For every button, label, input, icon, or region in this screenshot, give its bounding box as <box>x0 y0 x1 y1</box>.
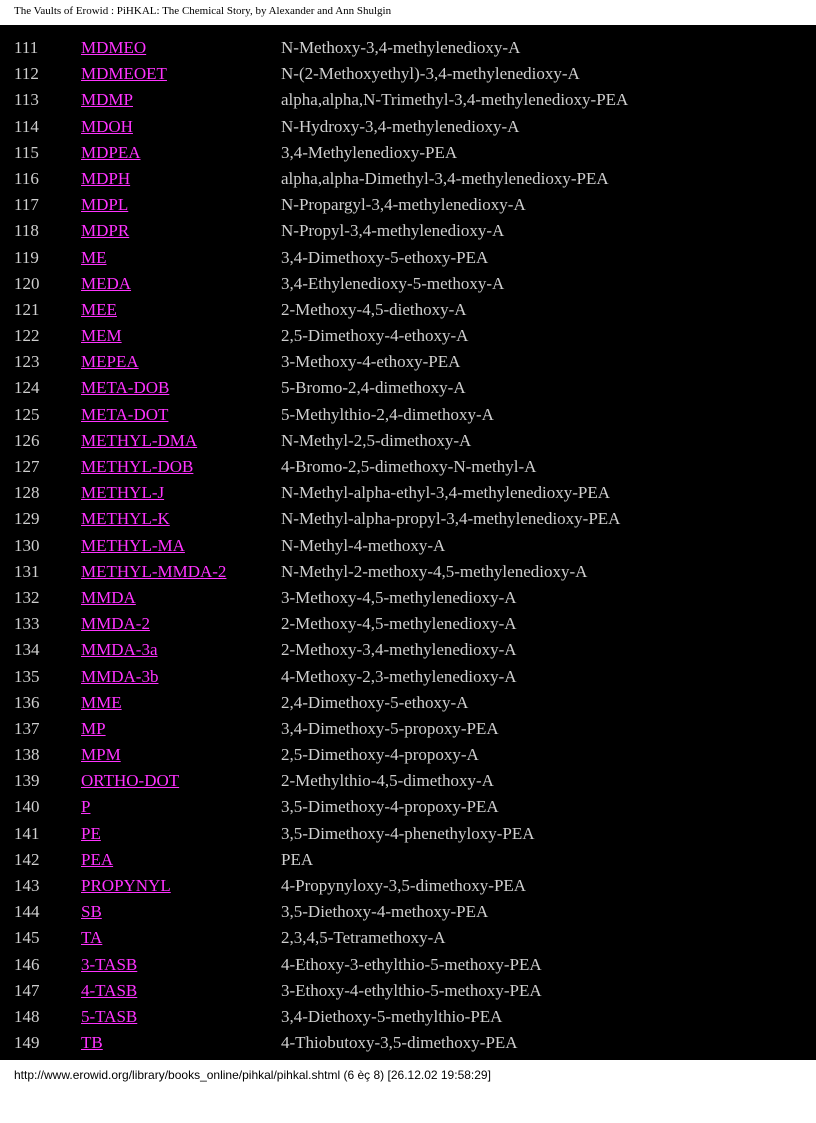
compound-description: PEA <box>281 849 314 869</box>
compound-description: 5-Bromo-2,4-dimethoxy-A <box>281 378 466 398</box>
compound-link[interactable]: TB <box>81 1033 103 1053</box>
entry-number: 136 <box>14 692 40 712</box>
entry-number: 149 <box>14 1033 40 1053</box>
list-item <box>0 1004 816 1030</box>
compound-link[interactable]: 4-TASB <box>81 980 138 1000</box>
list-item <box>0 402 816 428</box>
compound-description: 4-Thiobutoxy-3,5-dimethoxy-PEA <box>281 1033 518 1053</box>
list-item <box>0 140 816 166</box>
compound-link[interactable]: MMDA <box>81 587 136 607</box>
compound-description: N-Methyl-alpha-ethyl-3,4-methylenedioxy-PEA <box>281 483 611 503</box>
compound-description: N-Propargyl-3,4-methylenedioxy-A <box>281 195 526 215</box>
entry-number: 127 <box>14 457 40 476</box>
compound-link[interactable]: MDOH <box>81 116 133 136</box>
compound-link[interactable]: MEE <box>81 299 117 319</box>
entry-number: 128 <box>14 483 40 503</box>
list-item <box>0 218 816 244</box>
entry-number: 126 <box>14 430 40 450</box>
entry-number: 118 <box>14 221 39 241</box>
compound-description: N-(2-Methoxyethyl)-3,4-methylenedioxy-A <box>281 64 580 84</box>
list-item <box>0 454 816 480</box>
compound-link[interactable]: METHYL-DMA <box>81 430 198 450</box>
compound-description: 2,3,4,5-Tetramethoxy-A <box>281 928 446 948</box>
compound-link[interactable]: MMDA-3b <box>81 666 159 686</box>
compound-link[interactable]: METHYL-MMDA-2 <box>81 561 227 581</box>
list-item <box>0 794 816 820</box>
list-item <box>0 428 816 454</box>
content-area <box>0 25 816 1060</box>
print-footer <box>0 1060 816 1123</box>
print-header <box>0 0 816 25</box>
compound-description: 3-Ethoxy-4-ethylthio-5-methoxy-PEA <box>281 980 542 1000</box>
compound-link[interactable]: 5-TASB <box>81 1006 138 1026</box>
list-item <box>0 768 816 794</box>
compound-link[interactable]: PROPYNYL <box>81 876 171 895</box>
compound-link[interactable]: MP <box>81 718 106 738</box>
entry-number: 130 <box>14 535 40 555</box>
list-item <box>0 35 816 61</box>
compound-link[interactable]: MEM <box>81 326 122 346</box>
list-item <box>0 1030 816 1056</box>
compound-link[interactable]: MMDA-3a <box>81 640 158 660</box>
compound-link[interactable]: META-DOT <box>81 404 169 424</box>
page-url: http://www.erowid.org/library/books_online/pihkal/pihkal.shtml (6 èç 8) [26.12.02 19:58:29] <box>14 1068 491 1082</box>
compound-description: 3,4-Dimethoxy-5-ethoxy-PEA <box>281 247 489 267</box>
compound-description: 4-Methoxy-2,3-methylenedioxy-A <box>281 666 517 686</box>
compound-link[interactable]: TA <box>81 928 103 948</box>
list-item <box>0 925 816 951</box>
list-item <box>0 87 816 113</box>
entry-number: 132 <box>14 587 40 607</box>
list-item <box>0 375 816 401</box>
compound-link[interactable]: MDPH <box>81 168 131 188</box>
list-item <box>0 821 816 847</box>
list-item <box>0 716 816 742</box>
list-item <box>0 690 816 716</box>
compound-link[interactable]: MDPR <box>81 221 130 241</box>
list-item <box>0 637 816 663</box>
list-item <box>0 166 816 192</box>
compound-description: 3,4-Methylenedioxy-PEA <box>281 142 458 162</box>
list-item <box>0 873 816 899</box>
list-item <box>0 899 816 925</box>
entry-number: 144 <box>14 902 40 922</box>
entry-number: 137 <box>14 718 40 738</box>
entry-number: 146 <box>14 954 40 974</box>
compound-description: N-Methoxy-3,4-methylenedioxy-A <box>281 38 521 57</box>
entry-number: 124 <box>14 378 40 398</box>
compound-link[interactable]: MDMEOET <box>81 64 167 84</box>
compound-link[interactable]: MME <box>81 692 122 712</box>
list-item <box>0 742 816 768</box>
entry-number: 116 <box>14 168 39 188</box>
entry-number: 120 <box>14 273 40 293</box>
entry-number: 121 <box>14 299 40 319</box>
entry-number: 131 <box>14 561 40 581</box>
entry-number: 113 <box>14 90 39 110</box>
compound-description: 2-Methoxy-3,4-methylenedioxy-A <box>281 640 517 660</box>
compound-description: 4-Bromo-2,5-dimethoxy-N-methyl-A <box>281 457 537 476</box>
compound-description: N-Propyl-3,4-methylenedioxy-A <box>281 221 505 241</box>
entry-number: 123 <box>14 352 40 372</box>
compound-description: 3-Methoxy-4,5-methylenedioxy-A <box>281 587 517 607</box>
list-item <box>0 271 816 297</box>
list-item <box>0 664 816 690</box>
list-item <box>0 952 816 978</box>
entry-number: 148 <box>14 1006 40 1026</box>
compound-description: 2,5-Dimethoxy-4-ethoxy-A <box>281 326 469 346</box>
compound-link[interactable]: METHYL-K <box>81 509 170 529</box>
compound-link[interactable]: METHYL-MA <box>81 535 185 555</box>
compound-description: alpha,alpha,N-Trimethyl-3,4-methylenedioxy-PEA <box>281 90 629 110</box>
compound-description: N-Methyl-2,5-dimethoxy-A <box>281 430 472 450</box>
compound-link[interactable]: MDPL <box>81 195 129 215</box>
compound-description: 2-Methylthio-4,5-dimethoxy-A <box>281 771 494 791</box>
compound-description: 3,5-Dimethoxy-4-propoxy-PEA <box>281 797 499 817</box>
compound-description: 5-Methylthio-2,4-dimethoxy-A <box>281 404 494 424</box>
list-item <box>0 611 816 637</box>
compound-link[interactable]: MDMP <box>81 90 133 110</box>
entry-number: 143 <box>14 876 40 895</box>
entry-number: 141 <box>14 823 40 843</box>
list-item <box>0 978 816 1004</box>
entry-number: 140 <box>14 797 40 817</box>
compound-description: 3,4-Dimethoxy-5-propoxy-PEA <box>281 718 499 738</box>
entry-number: 145 <box>14 928 40 948</box>
compound-description: alpha,alpha-Dimethyl-3,4-methylenedioxy-PEA <box>281 168 609 188</box>
compound-link[interactable]: METHYL-DOB <box>81 457 194 476</box>
compound-description: 2,4-Dimethoxy-5-ethoxy-A <box>281 692 469 712</box>
compound-link[interactable]: 3-TASB <box>81 954 138 974</box>
entry-number: 147 <box>14 980 40 1000</box>
compound-link[interactable]: ORTHO-DOT <box>81 771 180 791</box>
page-title: The Vaults of Erowid : PiHKAL: The Chemical Story, by Alexander and Ann Shulgin <box>14 5 392 17</box>
list-item <box>0 585 816 611</box>
compound-link[interactable]: MPM <box>81 745 121 765</box>
compound-description: N-Hydroxy-3,4-methylenedioxy-A <box>281 116 520 136</box>
list-item <box>0 61 816 87</box>
compound-link[interactable]: ME <box>81 247 107 267</box>
entry-number: 125 <box>14 404 40 424</box>
entry-number: 112 <box>14 64 39 84</box>
compound-link[interactable]: SB <box>81 902 102 922</box>
entry-number: 111 <box>14 38 39 57</box>
compound-description: N-Methyl-4-methoxy-A <box>281 535 446 555</box>
entry-number: 135 <box>14 666 40 686</box>
compound-link[interactable]: MMDA-2 <box>81 614 150 634</box>
list-item <box>0 480 816 506</box>
compound-link[interactable]: PEA <box>81 849 114 869</box>
entry-number: 119 <box>14 247 39 267</box>
list-item <box>0 192 816 218</box>
list-item <box>0 245 816 271</box>
entry-number: 139 <box>14 771 40 791</box>
compound-link[interactable]: META-DOB <box>81 378 170 398</box>
compound-link[interactable]: PE <box>81 823 101 843</box>
entry-number: 117 <box>14 195 39 215</box>
compound-link[interactable]: MEDA <box>81 273 132 293</box>
list-item <box>0 114 816 140</box>
compound-description: 4-Ethoxy-3-ethylthio-5-methoxy-PEA <box>281 954 542 974</box>
compound-description: 3,4-Ethylenedioxy-5-methoxy-A <box>281 273 505 293</box>
list-item <box>0 533 816 559</box>
compound-link[interactable]: MDPEA <box>81 142 141 162</box>
compound-link[interactable]: MEPEA <box>81 352 139 372</box>
compound-description: 3-Methoxy-4-ethoxy-PEA <box>281 352 461 372</box>
compound-description: 3,5-Dimethoxy-4-phenethyloxy-PEA <box>281 823 535 843</box>
list-item <box>0 847 816 873</box>
list-item <box>0 297 816 323</box>
entry-number: 134 <box>14 640 40 660</box>
compound-description: 3,4-Diethoxy-5-methylthio-PEA <box>281 1006 503 1026</box>
entry-number: 138 <box>14 745 40 765</box>
compound-link[interactable]: P <box>81 797 91 817</box>
list-item <box>0 559 816 585</box>
compound-link[interactable]: MDMEO <box>81 38 147 57</box>
entry-number: 114 <box>14 116 39 136</box>
compound-link[interactable]: METHYL-J <box>81 483 165 503</box>
list-item <box>0 323 816 349</box>
compound-description: 2-Methoxy-4,5-diethoxy-A <box>281 299 467 319</box>
entry-number: 142 <box>14 849 40 869</box>
entry-number: 129 <box>14 509 40 529</box>
entry-number: 133 <box>14 614 40 634</box>
compound-description: 2,5-Dimethoxy-4-propoxy-A <box>281 745 479 765</box>
compound-list <box>0 35 816 1056</box>
compound-description: N-Methyl-alpha-propyl-3,4-methylenedioxy-PEA <box>281 509 621 529</box>
compound-description: 3,5-Diethoxy-4-methoxy-PEA <box>281 902 489 922</box>
compound-description: N-Methyl-2-methoxy-4,5-methylenedioxy-A <box>281 561 588 581</box>
compound-description: 4-Propynyloxy-3,5-dimethoxy-PEA <box>281 876 527 895</box>
entry-number: 122 <box>14 326 40 346</box>
list-item <box>0 349 816 375</box>
compound-description: 2-Methoxy-4,5-methylenedioxy-A <box>281 614 517 634</box>
list-item <box>0 506 816 532</box>
entry-number: 115 <box>14 142 39 162</box>
